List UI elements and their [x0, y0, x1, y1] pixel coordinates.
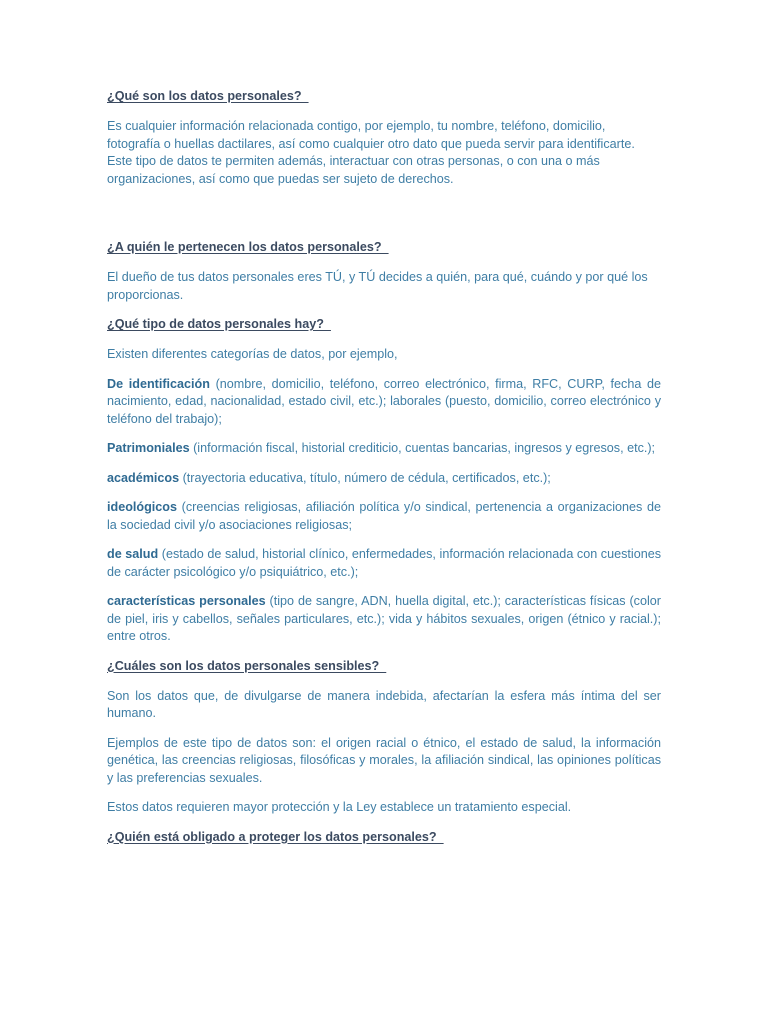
- paragraph-sensibles-proteccion: Estos datos requieren mayor protección y la Ley establece un tratamiento especial.: [107, 800, 572, 814]
- paragraph-intro-categorias: Existen diferentes categorías de datos, por ejemplo,: [107, 347, 398, 361]
- category-term: académicos: [107, 470, 180, 485]
- category-term: de salud: [107, 547, 159, 561]
- category-salud: [107, 546, 661, 581]
- category-ideologicos: [107, 499, 661, 534]
- category-term: Patrimoniales: [107, 441, 190, 455]
- category-text: (estado de salud, historial clínico, enfermedades, información relacionada con cuestiones de carácter psicológico y/o psiquiátrico, etc.);: [107, 547, 662, 579]
- category-academicos: [107, 470, 661, 488]
- category-text: (nombre, domicilio, teléfono, correo electrónico, firma, RFC, CURP, fecha de nacimiento, edad, nacionalidad, estado civil, etc.); laborales (puesto, domicilio, correo electrónico y teléfono del trabajo);: [107, 376, 661, 426]
- paragraph-sensibles-definicion: Son los datos que, de divulgarse de manera indebida, afectarían la esfera más íntima del ser humano.: [107, 688, 661, 720]
- category-text: (creencias religiosas, afiliación política y/o sindical, pertenencia a organizaciones de la sociedad civil y/o asociaciones religiosas;: [107, 500, 661, 532]
- heading-que-son: ¿Qué son los datos personales?: [107, 89, 309, 103]
- heading-que-tipo: ¿Qué tipo de datos personales hay?: [107, 317, 331, 331]
- heading-sensibles: ¿Cuáles son los datos personales sensibles?: [107, 658, 387, 673]
- paragraph-definicion: Es cualquier información relacionada contigo, por ejemplo, tu nombre, teléfono, domicilio, fotografía o huellas dactilares, así como cualquier otro dato que pueda servir para identificarte. Este tipo de datos te permiten además, interactuar con otras personas, o con una o más organizaciones, así como que puedas ser sujeto de derechos.: [107, 119, 635, 186]
- paragraph-dueno: El dueño de tus datos personales eres TÚ, y TÚ decides a quién, para qué, cuándo y por qué los proporcionas.: [107, 270, 648, 302]
- heading-a-quien: ¿A quién le pertenecen los datos personales?: [107, 240, 389, 254]
- category-text: (información fiscal, historial crediticio, cuentas bancarias, ingresos y egresos, etc.);: [189, 441, 656, 455]
- paragraph-sensibles-ejemplos: Ejemplos de este tipo de datos son: el origen racial o étnico, el estado de salud, la información genética, las creencias religiosas, filosóficas y morales, la afiliación sindical, las opiniones políticas y las preferencias sexuales.: [107, 735, 661, 785]
- category-caracteristicas: [107, 593, 661, 646]
- category-term: ideológicos: [107, 500, 177, 514]
- category-identificacion: [107, 376, 661, 429]
- spacer: [107, 200, 661, 239]
- category-term: características personales: [107, 594, 266, 608]
- category-term: De identificación: [107, 376, 210, 391]
- heading-quien-obligado: ¿Quién está obligado a proteger los datos personales?: [107, 829, 444, 844]
- category-text: (trayectoria educativa, título, número de cédula, certificados, etc.);: [179, 470, 551, 485]
- category-text: (tipo de sangre, ADN, huella digital, etc.); características físicas (color de piel, iris y cabellos, señales particulares, etc.); vida y hábitos sexuales, origen (étnico y racial.); entre otros.: [107, 594, 661, 643]
- category-patrimoniales: [107, 440, 661, 458]
